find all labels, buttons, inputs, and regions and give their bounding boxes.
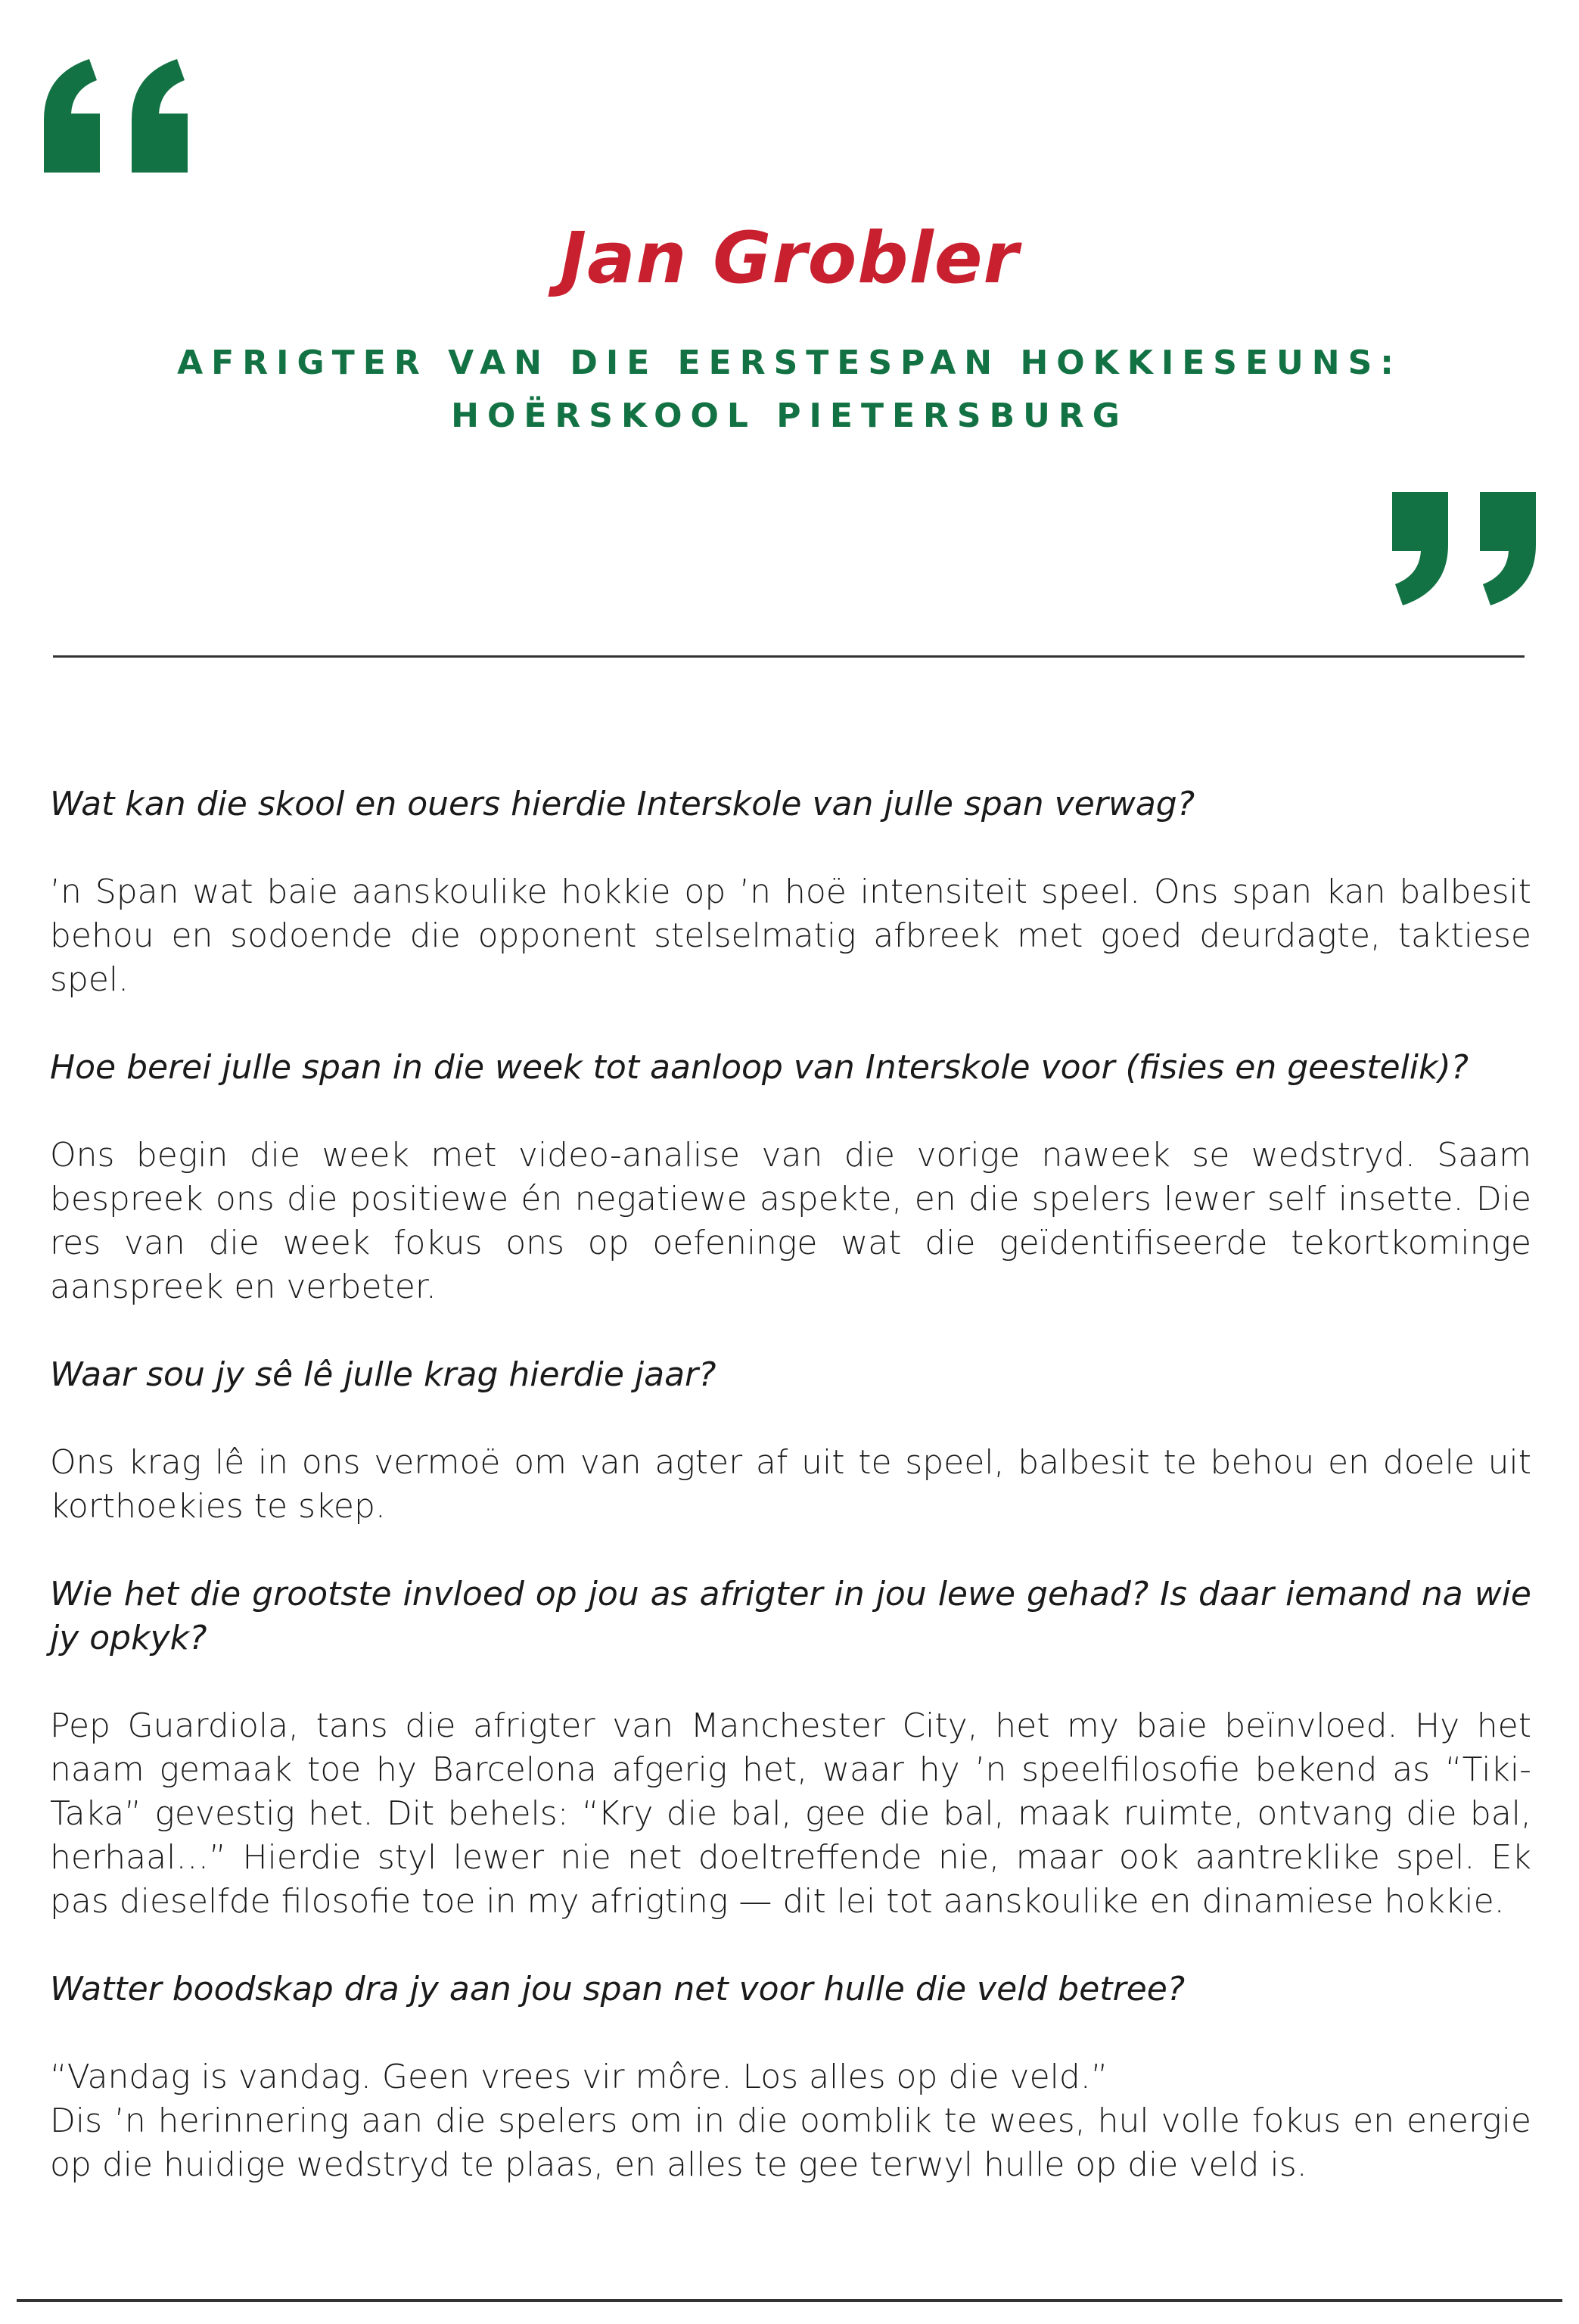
- answer-5-text: Dis ’n herinnering aan die spelers om in die oomblik te wees, hul volle fokus en energie op die huidige wedstryd te plaas, en alles te gee terwyl hulle op die veld is.: [50, 2102, 1531, 2184]
- bottom-divider: [17, 2299, 1562, 2302]
- close-quote-icon: [1385, 492, 1543, 605]
- answer-5-quote: “Vandag is vandag. Geen vrees vir môre. Los alles op die veld.”: [50, 2058, 1108, 2096]
- person-title-line2: HOËRSKOOL PIETERSBURG: [451, 397, 1128, 435]
- interview-body: [50, 782, 1531, 2231]
- top-divider: [53, 655, 1525, 658]
- person-name: Jan Grobler: [560, 217, 1019, 300]
- open-quote-icon: [36, 59, 195, 173]
- question-5: Watter boodskap dra jy aan jou span net voor hulle die veld betree?: [50, 1970, 1186, 2008]
- answer-5: [50, 2055, 1531, 2187]
- answer-3: Ons krag lê in ons vermoë om van agter af uit te speel, balbesit te behou en doele uit korthoekies te skep.: [50, 1443, 1531, 1526]
- question-2: Hoe berei julle span in die week tot aanloop van Interskole voor (fisies en geestelik)?: [50, 1048, 1469, 1087]
- question-3: Waar sou jy sê lê julle krag hierdie jaar?: [50, 1355, 716, 1394]
- answer-2: Ons begin die week met video-analise van die vorige naweek se wedstryd. Saam bespreek ons die positiewe én negatiewe aspekte, en die spelers lewer self insette. Die res van die week fokus ons op oefeninge wat die geïdentifiseerde tekortkominge aanspreek en verbeter.: [50, 1136, 1531, 1306]
- answer-1: ’n Span wat baie aanskoulike hokkie op ’n hoë intensiteit speel. Ons span kan balbesit behou en sodoende die opponent stelselmatig afbreek met goed deurdagte, taktiese spel.: [50, 873, 1531, 999]
- question-1: Wat kan die skool en ouers hierdie Interskole van julle span verwag?: [50, 785, 1195, 823]
- answer-4: Pep Guardiola, tans die afrigter van Manchester City, het my baie beïnvloed. Hy het naam gemaak toe hy Barcelona afgerig het, waar hy ’n speelfilosofie bekend as “Tiki-Taka” gevestig het. Dit behels: “Kry die bal, gee die bal, maak ruimte, ontvang die bal, herhaal…” Hierdie styl lewer nie net doeltreffende nie, maar ook aantreklike spel. Ek pas dieselfde filosofie toe in my afrigting — dit lei tot aanskoulike en dinamiese hokkie.: [50, 1706, 1531, 1921]
- person-title-line1: AFRIGTER VAN DIE EERSTESPAN HOKKIESEUNS:: [177, 344, 1402, 382]
- question-4: Wie het die grootste invloed op jou as afrigter in jou lewe gehad? Is daar iemand na wie jy opkyk?: [50, 1575, 1531, 1657]
